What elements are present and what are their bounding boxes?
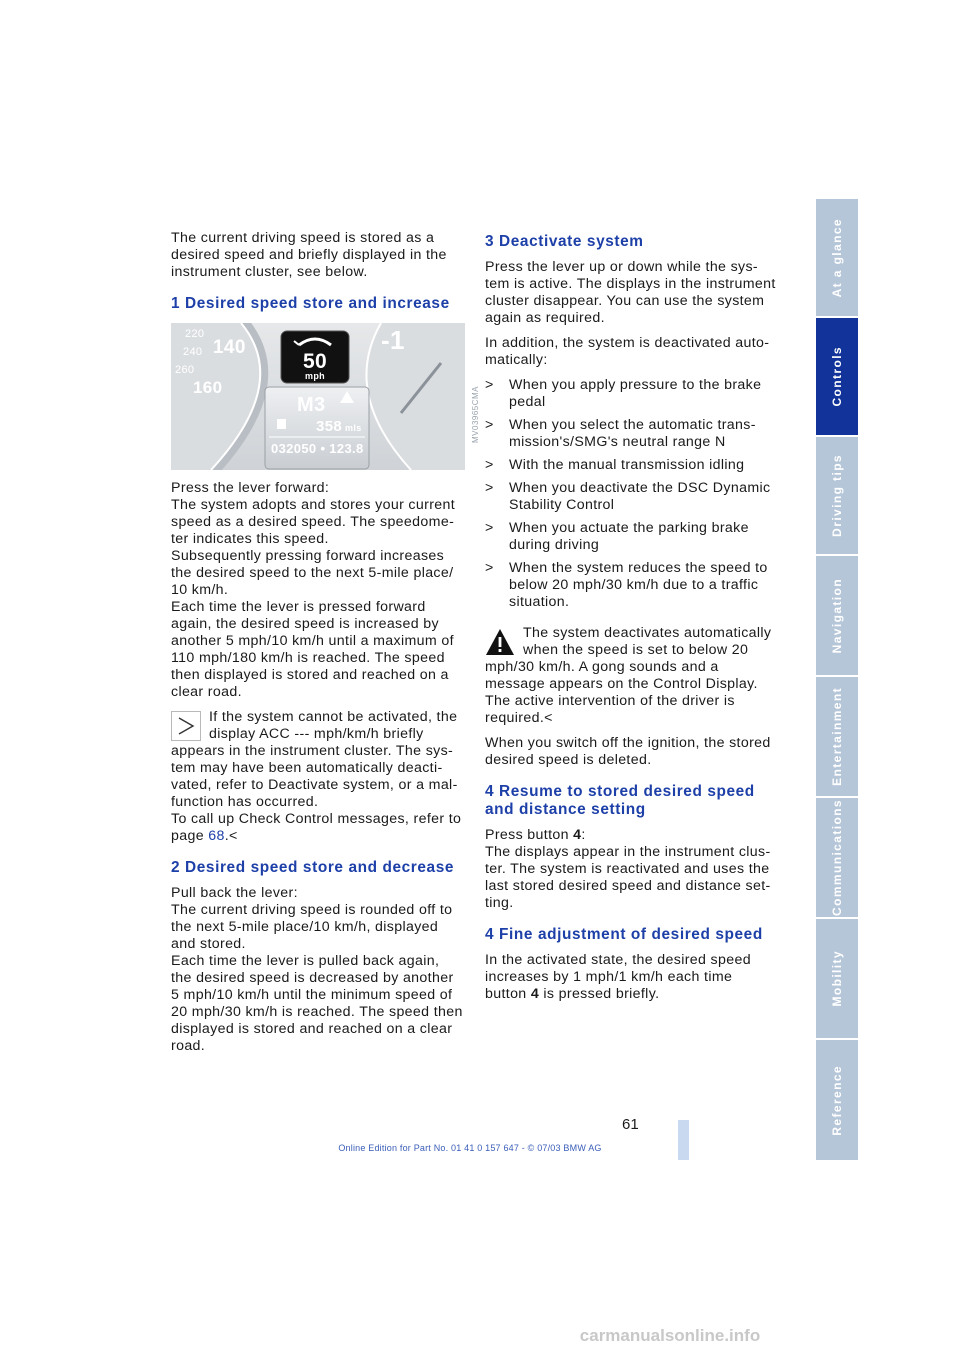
gauge-mark: 140 — [213, 337, 246, 358]
list-item — [485, 560, 777, 611]
page-number-bar — [678, 1120, 689, 1160]
chapter-sidebar — [816, 199, 858, 1160]
paragraph: Subsequently pressing forward increases the desired speed to the next 5-mile place/ 10 km/h. — [171, 548, 454, 598]
tab-label: Reference — [830, 1064, 844, 1136]
list-item-text: With the manual transmission idling — [509, 457, 745, 473]
text: : — [581, 827, 586, 843]
tab-mobility[interactable] — [816, 919, 858, 1038]
bullet-marker: > — [485, 520, 494, 536]
odometer: 032050 • 123.8 — [271, 441, 364, 456]
paragraph: The current driving speed is rounded off to the next 5-mile place/10 km/h, displayed and stored. — [171, 902, 453, 952]
instrument-cluster-figure — [171, 323, 480, 470]
paragraph: The displays appear in the instrument cluster. The system is reactivated and uses the last stored desired speed and distance setting. — [485, 844, 771, 911]
bullet-marker: > — [485, 377, 494, 393]
heading-store-decrease: 2 Desired speed store and decrease — [171, 859, 455, 876]
paragraph: Pull back the lever: — [171, 885, 298, 901]
tab-entertainment[interactable] — [816, 677, 858, 796]
warning-text: The system deactivates automatically when the speed is set to below 20 mph/30 km/h. A gong sounds and a message appears on the Control Display. The active intervention of the driver is required.< — [485, 625, 772, 726]
bullet-marker: > — [485, 417, 494, 433]
left-column — [171, 230, 480, 1055]
paragraph — [485, 827, 777, 844]
tab-reference[interactable] — [816, 1040, 858, 1160]
gauge-mark: 260 — [175, 364, 195, 376]
watermark-text: carmanualsonline.info — [579, 1326, 761, 1345]
note-text-ref — [171, 811, 463, 845]
tab-label: Driving tips — [830, 454, 844, 537]
paragraph: When you switch off the ignition, the stored desired speed is deleted. — [485, 735, 771, 768]
note-arrow-icon — [171, 711, 201, 741]
heading-resume: 4 Resume to stored desired speed and distance setting — [485, 783, 755, 818]
range-unit: mls — [345, 423, 362, 433]
list-item — [485, 457, 777, 474]
tab-navigation[interactable] — [816, 556, 858, 675]
list-item-text: When you select the automatic transmission's/SMG's neutral range N — [509, 417, 756, 450]
tab-label: Mobility — [830, 950, 844, 1007]
deactivation-list — [485, 377, 777, 611]
paragraph: Press the lever up or down while the system is active. The displays in the instrument cluster disappear. You can use the system again as required. — [485, 259, 776, 326]
figure-code: MV03965CMA — [471, 385, 480, 443]
tab-controls[interactable] — [816, 318, 858, 435]
text: In the activated state, the desired speed increases by 1 mph/1 km/h each time button — [485, 952, 751, 1002]
paragraph: The system adopts and stores your current speed as a desired speed. The speedometer indicates this speed. — [171, 497, 456, 547]
list-item-text: When you actuate the parking brake during driving — [509, 520, 749, 553]
end-mark: .< — [224, 828, 238, 844]
paragraph: Press the lever forward: — [171, 480, 330, 496]
heading-deactivate: 3 Deactivate system — [485, 233, 644, 250]
watermark — [0, 1326, 960, 1346]
paragraph: Each time the lever is pressed forward again, the desired speed is increased by another 5 mph/10 km/h until a maximum of 110 mph/180 km/h is reached. The speed then displayed is stored and reached on a clear road. — [171, 599, 454, 700]
list-item — [485, 480, 777, 514]
right-column — [485, 233, 777, 1003]
gauge-mark: 220 — [185, 328, 205, 340]
footer — [0, 1143, 960, 1153]
footer-text: Online Edition for Part No. 01 41 0 157 647 - © 07/03 BMW AG — [338, 1143, 602, 1153]
tab-at-a-glance[interactable] — [816, 199, 858, 316]
list-item — [485, 377, 777, 411]
tab-communications[interactable] — [816, 798, 858, 917]
desired-speed-value: 50 — [302, 350, 328, 373]
button-ref: 4 — [530, 986, 540, 1002]
list-item-text: When you apply pressure to the brake pedal — [509, 377, 762, 410]
page-number: 61 — [622, 1116, 639, 1133]
note-block — [171, 709, 463, 845]
range-value: 358 — [316, 418, 343, 435]
bullet-marker: > — [485, 457, 494, 473]
tab-label: Communications — [830, 799, 844, 916]
button-ref: 4 — [573, 827, 582, 843]
list-item — [485, 417, 777, 451]
page-reference-link[interactable]: 68 — [208, 828, 225, 844]
text: is pressed briefly. — [539, 986, 660, 1002]
warning-triangle-icon — [485, 627, 515, 657]
tab-label: Navigation — [830, 577, 844, 654]
gauge-mark: 160 — [193, 378, 223, 397]
tab-driving-tips[interactable] — [816, 437, 858, 554]
paragraph — [485, 952, 777, 1003]
note-text-lead: To call up Check Control messages, refer to page — [171, 811, 462, 844]
bullet-marker: > — [485, 480, 494, 496]
intro-paragraph: The current driving speed is stored as a desired speed and briefly displayed in the instrument cluster, see below. — [171, 230, 447, 280]
paragraph: In addition, the system is deactivated automatically: — [485, 335, 769, 368]
list-item-text: When you deactivate the DSC Dynamic Stability Control — [509, 480, 771, 513]
desired-speed-unit: mph — [304, 371, 326, 381]
list-item-text: When the system reduces the speed to below 20 mph/30 km/h due to a traffic situation. — [509, 560, 768, 610]
bullet-marker: > — [485, 560, 494, 576]
text: Press button — [485, 827, 574, 843]
tab-label: Controls — [830, 346, 844, 407]
heading-fine-adjustment: 4 Fine adjustment of desired speed — [485, 926, 763, 943]
gauge-mark: -1 — [381, 325, 405, 355]
gauge-mark: 240 — [183, 346, 203, 358]
note-text: If the system cannot be activated, the display ACC --- mph/km/h briefly appears in the instrument cluster. The system may have been automatically deactivated, refer to Deactivate system, or a malfunction has occurred. — [171, 709, 458, 810]
paragraph: Each time the lever is pulled back again, the desired speed is decreased by another 5 mph/10 km/h until the minimum speed of 20 mph/30 km/h is reached. The speed then displayed is stored and reached on a clear road. — [171, 953, 463, 1054]
gear-indicator: M3 — [297, 394, 326, 416]
heading-store-increase: 1 Desired speed store and increase — [171, 295, 450, 312]
tab-label: Entertainment — [830, 687, 844, 786]
list-item — [485, 520, 777, 554]
instrument-cluster-illustration — [171, 323, 465, 470]
tab-label: At a glance — [830, 217, 844, 298]
warning-block — [485, 625, 777, 727]
